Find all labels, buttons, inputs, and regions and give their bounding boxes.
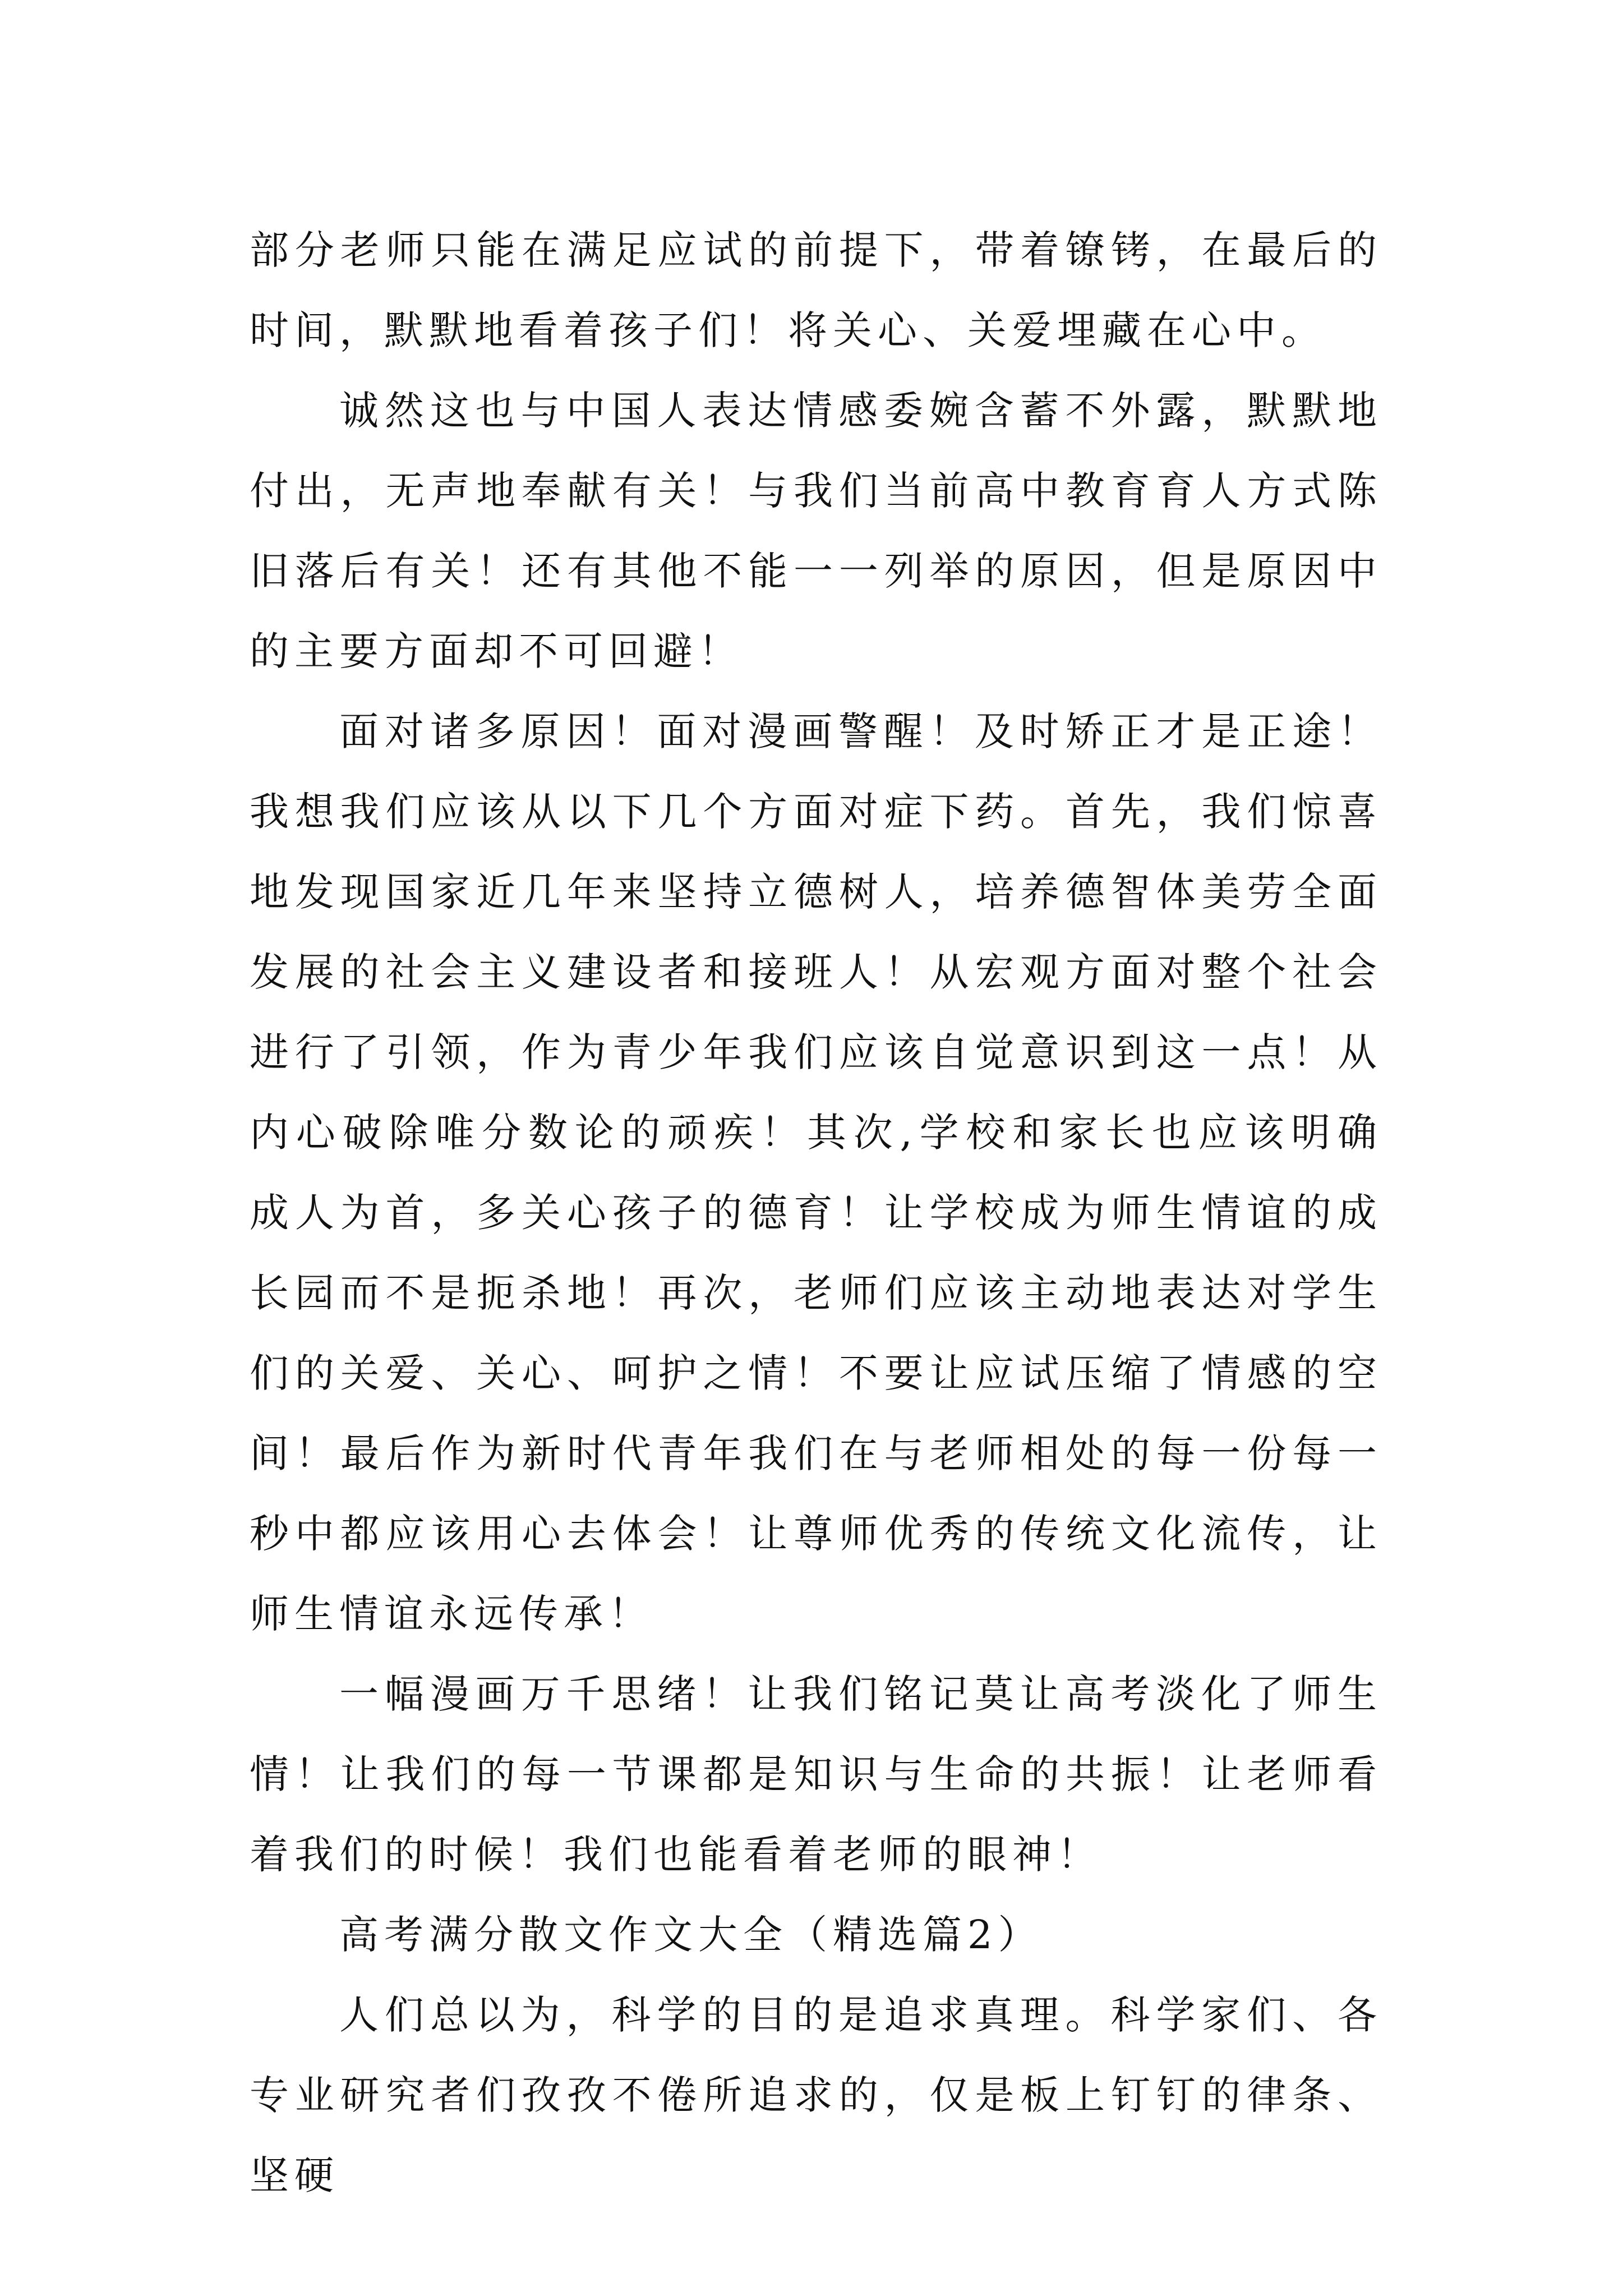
paragraph-1: 部分老师只能在满足应试的前提下，带着镣铐，在最后的时间，默默地看着孩子们！将关心、关爱埋藏在心中。 [250, 227, 1382, 353]
paragraph-5: 人们总以为，科学的目的是追求真理。科学家们、各专业研究者们孜孜不倦所追求的，仅是板上钉钉的律条、坚硬 [250, 1992, 1382, 2198]
body-text [250, 210, 1382, 2216]
paragraph-4: 一幅漫画万千思绪！让我们铭记莫让高考淡化了师生情！让我们的每一节课都是知识与生命的共振！让老师看着我们的时候！我们也能看着老师的眼神！ [250, 1671, 1382, 1878]
paragraph-2: 诚然这也与中国人表达情感委婉含蓄不外露，默默地付出，无声地奉献有关！与我们当前高中教育育人方式陈旧落后有关！还有其他不能一一列举的原因，但是原因中的主要方面却不可回避！ [250, 388, 1382, 674]
section-heading: 高考满分散文作文大全（精选篇2） [339, 1912, 1043, 1958]
paragraph-3: 面对诸多原因！面对漫画警醒！及时矫正才是正途！我想我们应该从以下几个方面对症下药。首先，我们惊喜地发现国家近几年来坚持立德树人，培养德智体美劳全面发展的社会主义建设者和接班人！从宏观方面对整个社会进行了引领，作为青少年我们应该自觉意识到这一点！从内心破除唯分数论的顽疾！其次,学校和家长也应该明确成人为首，多关心孩子的德育！让学校成为师生情谊的成长园而不是扼杀地！再次，老师们应该主动地表达对学生们的关爱、关心、呵护之情！不要让应试压缩了情感的空间！最后作为新时代青年我们在与老师相处的每一份每一秒中都应该用心去体会！让尊师优秀的传统文化流传，让师生情谊永远传承！ [250, 708, 1382, 1637]
